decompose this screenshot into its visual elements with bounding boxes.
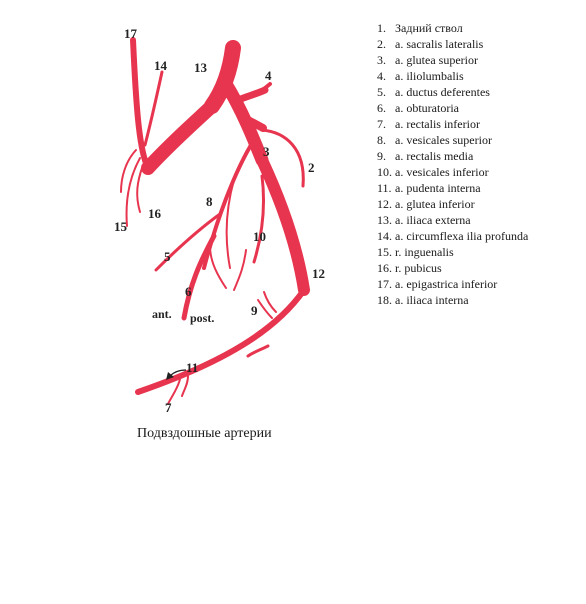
legend-text: a. iliaca interna <box>395 293 469 307</box>
legend-number: 10. <box>377 165 392 179</box>
legend-text: a. rectalis media <box>395 149 474 163</box>
legend-number: 8. <box>377 133 386 147</box>
legend-text: a. glutea inferior <box>395 197 475 211</box>
pubic-branch <box>137 165 143 212</box>
vessel-tree <box>121 40 304 404</box>
legend-item <box>377 260 552 276</box>
legend-number: 18. <box>377 293 392 307</box>
legend-text: a. ductus deferentes <box>395 85 490 99</box>
legend-item <box>377 20 552 36</box>
label-9: 9 <box>251 303 258 318</box>
legend-number: 16. <box>377 261 392 275</box>
legend-text: a. rectalis inferior <box>395 117 480 131</box>
legend-item <box>377 180 552 196</box>
legend-text: a. epigastrica inferior <box>395 277 498 291</box>
label-17: 17 <box>124 26 137 41</box>
obturator-twig <box>210 246 226 288</box>
label-5: 5 <box>164 249 171 264</box>
label-11: 11 <box>186 360 199 375</box>
legend-item <box>377 36 552 52</box>
label-6: 6 <box>185 284 192 299</box>
legend-number: 17. <box>377 277 392 291</box>
legend-number: 4. <box>377 69 386 83</box>
legend-number: 13. <box>377 213 392 227</box>
legend-text: a. circumflexa ilia profunda <box>395 229 529 243</box>
circumflex-iliac-profunda-artery <box>145 72 162 145</box>
legend-item <box>377 244 552 260</box>
inferior-gluteal-artery <box>138 290 304 392</box>
legend-list <box>377 20 552 308</box>
legend-number: 2. <box>377 37 386 51</box>
legend-number: 11. <box>377 181 392 195</box>
figure-caption: Подвздошные артерии <box>137 426 272 441</box>
legend-number: 9. <box>377 149 386 163</box>
legend-item <box>377 212 552 228</box>
legend-text: a. iliolumbalis <box>395 69 464 83</box>
legend-text: Задний ствол <box>395 21 463 35</box>
label-ant: ant. <box>152 307 172 321</box>
legend-item <box>377 292 552 308</box>
posterior-trunk <box>262 160 304 290</box>
label-14: 14 <box>154 58 167 73</box>
legend-text: r. pubicus <box>395 261 442 275</box>
legend-text: a. pudenta interna <box>395 181 481 195</box>
legend-item <box>377 100 552 116</box>
legend-item <box>377 52 552 68</box>
legend-text: a. vesicales superior <box>395 133 492 147</box>
label-13: 13 <box>194 60 207 75</box>
legend-number: 5. <box>377 85 386 99</box>
legend-text: a. sacralis lateralis <box>395 37 484 51</box>
legend-number: 14. <box>377 229 392 243</box>
legend-number: 15. <box>377 245 392 259</box>
legend-item <box>377 228 552 244</box>
legend-item <box>377 164 552 180</box>
legend-number: 1. <box>377 21 386 35</box>
label-4: 4 <box>265 68 272 83</box>
legend-text: r. inguenalis <box>395 245 454 259</box>
legend-number: 6. <box>377 101 386 115</box>
inferior-vesical-artery <box>254 176 264 262</box>
label-post: post. <box>190 311 215 325</box>
legend-item <box>377 132 552 148</box>
legend-item <box>377 116 552 132</box>
label-15: 15 <box>114 219 127 234</box>
label-12: 12 <box>312 266 325 281</box>
label-16: 16 <box>148 206 161 221</box>
label-7: 7 <box>165 400 172 415</box>
label-8: 8 <box>206 194 213 209</box>
middle-rectal-twig <box>264 292 276 312</box>
legend-text: a. glutea superior <box>395 53 478 67</box>
internal-pudendal-tail <box>248 346 268 356</box>
legend-item <box>377 148 552 164</box>
epigastric-inferior-artery <box>133 40 148 168</box>
legend-text: a. iliaca externa <box>395 213 471 227</box>
label-10: 10 <box>253 229 266 244</box>
legend-number: 3. <box>377 53 386 67</box>
legend-item <box>377 84 552 100</box>
legend-number: 12. <box>377 197 392 211</box>
legend-text: a. obturatoria <box>395 101 459 115</box>
label-3: 3 <box>263 144 270 159</box>
inferior-rectal-twig <box>182 376 188 396</box>
legend-item <box>377 68 552 84</box>
legend-item <box>377 196 552 212</box>
legend-number: 7. <box>377 117 386 131</box>
external-iliac-artery <box>148 106 212 168</box>
small-branches <box>234 250 246 290</box>
label-2: 2 <box>308 160 315 175</box>
legend-item <box>377 276 552 292</box>
legend-text: a. vesicales inferior <box>395 165 489 179</box>
